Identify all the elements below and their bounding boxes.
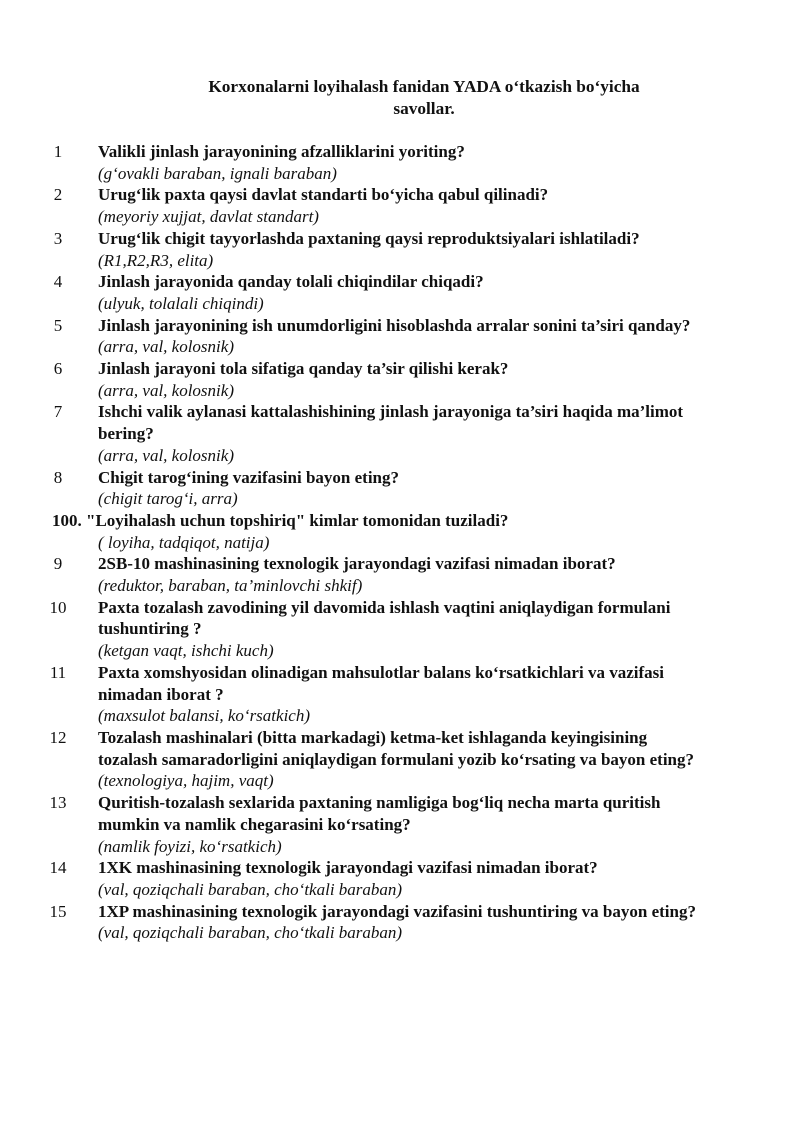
answer-keywords: (arra, val, kolosnik) — [98, 445, 234, 465]
answer-keywords: ( loyiha, tadqiqot, natija) — [98, 532, 270, 552]
answer-keywords: (val, qoziqchali baraban, cho‘tkali baraban) — [98, 879, 403, 899]
question-text: 1XK mashinasining texnologik jarayondagi vazifasi nimadan iborat? — [98, 858, 598, 878]
list-item — [0, 358, 800, 401]
list-item — [0, 401, 800, 466]
list-item — [0, 271, 800, 314]
answer-keywords: (chigit tarog‘i, arra) — [98, 489, 238, 509]
list-item — [0, 597, 800, 662]
list-item — [0, 792, 800, 857]
item-number: 2 — [53, 185, 63, 205]
answer-keywords: (maxsulot balansi, ko‘rsatkich) — [98, 706, 310, 726]
answer-keywords: (arra, val, kolosnik) — [98, 380, 234, 400]
item-number: 1 — [53, 142, 63, 161]
answer-keywords: (reduktor, baraban, ta’minlovchi shkif) — [98, 576, 363, 596]
item-number: 11 — [49, 662, 67, 682]
list-item — [0, 467, 800, 510]
item-number: 4 — [53, 272, 63, 292]
list-item — [0, 553, 800, 596]
list-item — [0, 662, 800, 727]
list-item — [0, 510, 800, 553]
question-text: Jinlash jarayonining ish unumdorligini hisoblashda arralar sonini ta’siri qanday? — [98, 315, 691, 335]
list-item — [0, 184, 800, 227]
item-number: 14 — [49, 858, 67, 878]
question-text: Paxta xomshyosidan olinadigan mahsulotlar balans ko‘rsatkichlari va vazifasi nimadan iborat ? — [98, 662, 664, 704]
item-number: 8 — [53, 467, 63, 487]
title-line-1: Korxonalarni loyihalash fanidan YADA o‘tkazish bo‘yicha — [208, 77, 640, 96]
item-number: 12 — [49, 727, 67, 747]
item-number: 5 — [53, 315, 63, 335]
item-number: 13 — [49, 793, 67, 813]
question-text: Quritish-tozalash sexlarida paxtaning namligiga bog‘liq necha marta quritish mumkin va namlik chegarasini ko‘rsating? — [98, 793, 661, 834]
question-text: Jinlash jarayoni tola sifatiga qanday ta’sir qilishi kerak? — [98, 359, 509, 379]
list-item — [0, 141, 800, 184]
answer-keywords: (texnologiya, hajim, vaqt) — [98, 771, 274, 791]
question-text: Paxta tozalash zavodining yil davomida ishlash vaqtini aniqlaydigan formulani tushuntiring ? — [98, 597, 671, 639]
answer-keywords: (namlik foyizi, ko‘rsatkich) — [98, 836, 282, 856]
item-number: 3 — [53, 228, 63, 248]
question-text: Urug‘lik chigit tayyorlashda paxtaning qaysi reproduktsiyalari ishlatiladi? — [98, 228, 640, 248]
list-item — [0, 857, 800, 900]
answer-keywords: (meyoriy xujjat, davlat standart) — [98, 207, 319, 227]
answer-keywords: (arra, val, kolosnik) — [98, 337, 234, 357]
item-number: 7 — [53, 402, 63, 422]
answer-keywords: (g‘ovakli baraban, ignali baraban) — [98, 163, 337, 183]
item-number: 15 — [49, 901, 67, 921]
question-text: 2SB-10 mashinasining texnologik jarayondagi vazifasi nimadan iborat? — [98, 554, 616, 574]
question-text — [52, 510, 692, 532]
item-number: 10 — [49, 597, 67, 617]
answer-keywords: (ulyuk, tolalali chiqindi) — [98, 293, 264, 313]
question-text: Tozalash mashinalari (bitta markadagi) ketma-ket ishlaganda keyingisining tozalash samaradorligini aniqlaydigan formulani yozib ko‘rsating va bayon eting? — [98, 727, 695, 769]
list-item — [0, 727, 800, 792]
answer-keywords: (R1,R2,R3, elita) — [98, 250, 214, 270]
question-text: 1XP mashinasining texnologik jarayondagi vazifasini tushuntiring va bayon eting? — [98, 901, 696, 921]
answer-keywords: (ketgan vaqt, ishchi kuch) — [98, 641, 274, 661]
title-line-2: savollar. — [393, 99, 455, 118]
answer-keywords: (val, qoziqchali baraban, cho‘tkali baraban) — [98, 923, 403, 943]
item-number: 9 — [53, 554, 63, 574]
list-item — [0, 315, 800, 358]
question-text: Jinlash jarayonida qanday tolali chiqindilar chiqadi? — [98, 272, 484, 292]
question-list — [0, 141, 800, 944]
question-text: Chigit tarog‘ining vazifasini bayon eting? — [98, 467, 399, 487]
list-item — [0, 901, 800, 944]
item-number: 100. — [52, 510, 82, 530]
page-title — [150, 76, 698, 120]
question-text: Urug‘lik paxta qaysi davlat standarti bo‘yicha qabul qilinadi? — [98, 185, 549, 205]
question-text-inner: "Loyihalash uchun topshiriq" kimlar tomonidan tuziladi? — [86, 510, 509, 530]
question-text: Valikli jinlash jarayonining afzalliklarini yoriting? — [98, 142, 465, 161]
question-text: Ishchi valik aylanasi kattalashishining jinlash jarayoniga ta’siri haqida ma’limot bering? — [98, 402, 684, 444]
item-number: 6 — [53, 359, 63, 379]
list-item — [0, 228, 800, 271]
